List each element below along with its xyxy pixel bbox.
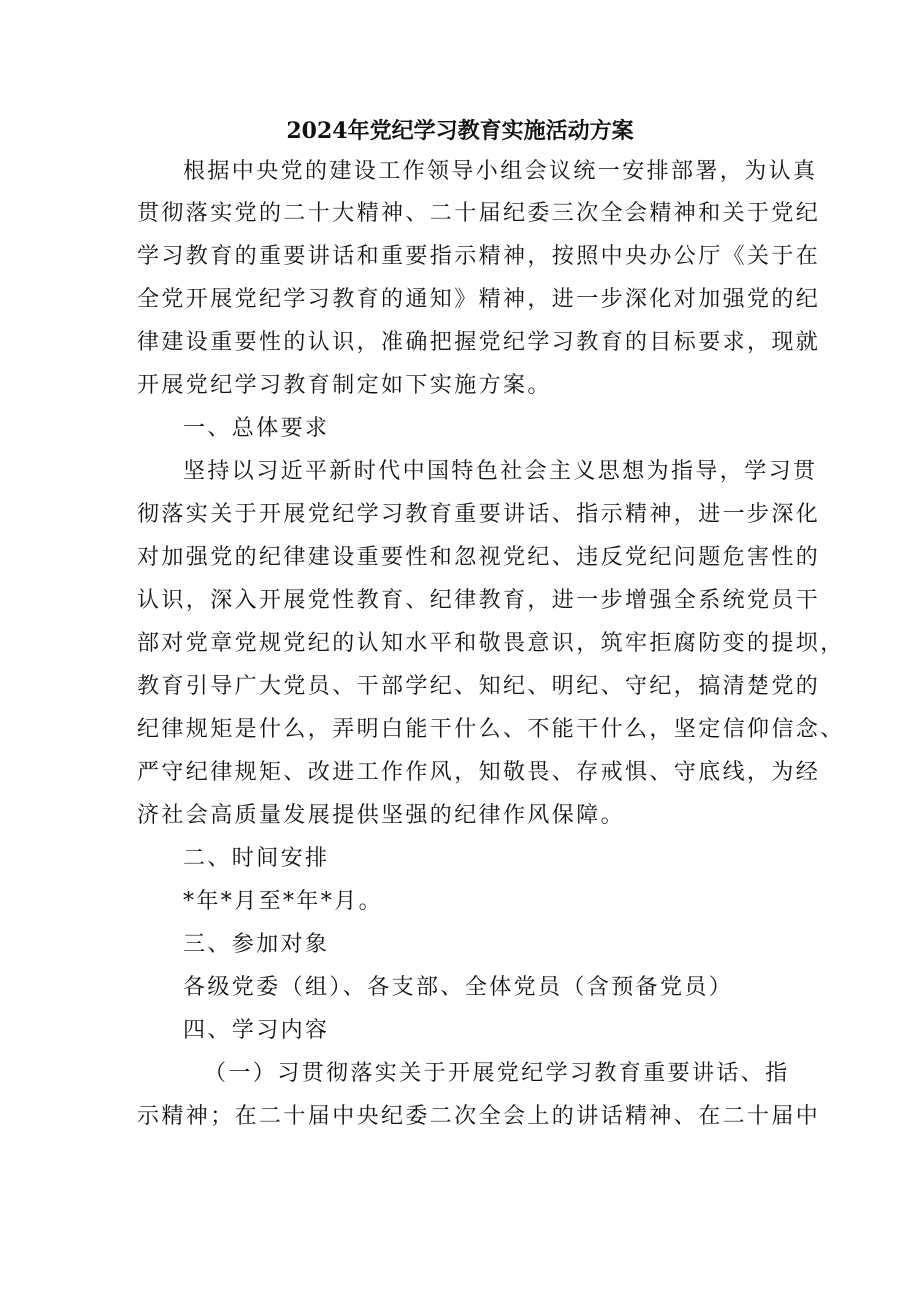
paragraph-line: 彻落实关于开展党纪学习教育重要讲话、指示精神，进一步深化 — [137, 502, 821, 527]
paragraph-line: *年*月至*年*月。 — [183, 889, 384, 914]
section-heading: 二、时间安排 — [183, 846, 330, 871]
paragraph-line: 示精神；在二十届中央纪委二次全会上的讲话精神、在二十届中 — [137, 1104, 821, 1129]
document-title: 2024年党纪学习教育实施活动方案 — [286, 118, 634, 144]
paragraph-line: 开展党纪学习教育制定如下实施方案。 — [137, 373, 552, 398]
paragraph-line: 学习教育的重要讲话和重要指示精神，按照中央办公厅《关于在 — [137, 244, 821, 269]
paragraph-line: 对加强党的纪律建设重要性和忽视党纪、违反党纪问题危害性的 — [137, 545, 821, 570]
section-heading: 三、参加对象 — [183, 932, 330, 957]
paragraph-line: 根据中央党的建设工作领导小组会议统一安排部署，为认真 — [183, 159, 818, 184]
paragraph-line: 律建设重要性的认识，准确把握党纪学习教育的目标要求，现就 — [137, 330, 821, 355]
paragraph-line: 教育引导广大党员、干部学纪、知纪、明纪、守纪，搞清楚党的 — [137, 674, 821, 699]
paragraph-line: 各级党委（组）、各支部、全体党员（含预备党员） — [183, 975, 734, 1000]
paragraph-line: 济社会高质量发展提供坚强的纪律作风保障。 — [137, 803, 626, 828]
paragraph-line: 坚持以习近平新时代中国特色社会主义思想为指导，学习贯 — [183, 459, 818, 484]
paragraph-line: 部对党章党规党纪的认知水平和敬畏意识，筑牢拒腐防变的提坝， — [137, 631, 845, 656]
paragraph-line: 纪律规矩是什么，弄明白能干什么、不能干什么，坚定信仰信念、 — [137, 717, 845, 742]
paragraph-line: （一）习贯彻落实关于开展党纪学习教育重要讲话、指 — [204, 1061, 790, 1086]
paragraph-line: 认识，深入开展党性教育、纪律教育，进一步增强全系统党员干 — [137, 588, 821, 613]
paragraph-line: 严守纪律规矩、改进工作作风，知敬畏、存戒惧、守底线，为经 — [137, 760, 821, 785]
section-heading: 四、学习内容 — [183, 1018, 330, 1043]
section-heading: 一、总体要求 — [183, 416, 330, 441]
paragraph-line: 全党开展党纪学习教育的通知》精神，进一步深化对加强党的纪 — [137, 287, 821, 312]
paragraph-line: 贯彻落实党的二十大精神、二十届纪委三次全会精神和关于党纪 — [137, 201, 821, 226]
